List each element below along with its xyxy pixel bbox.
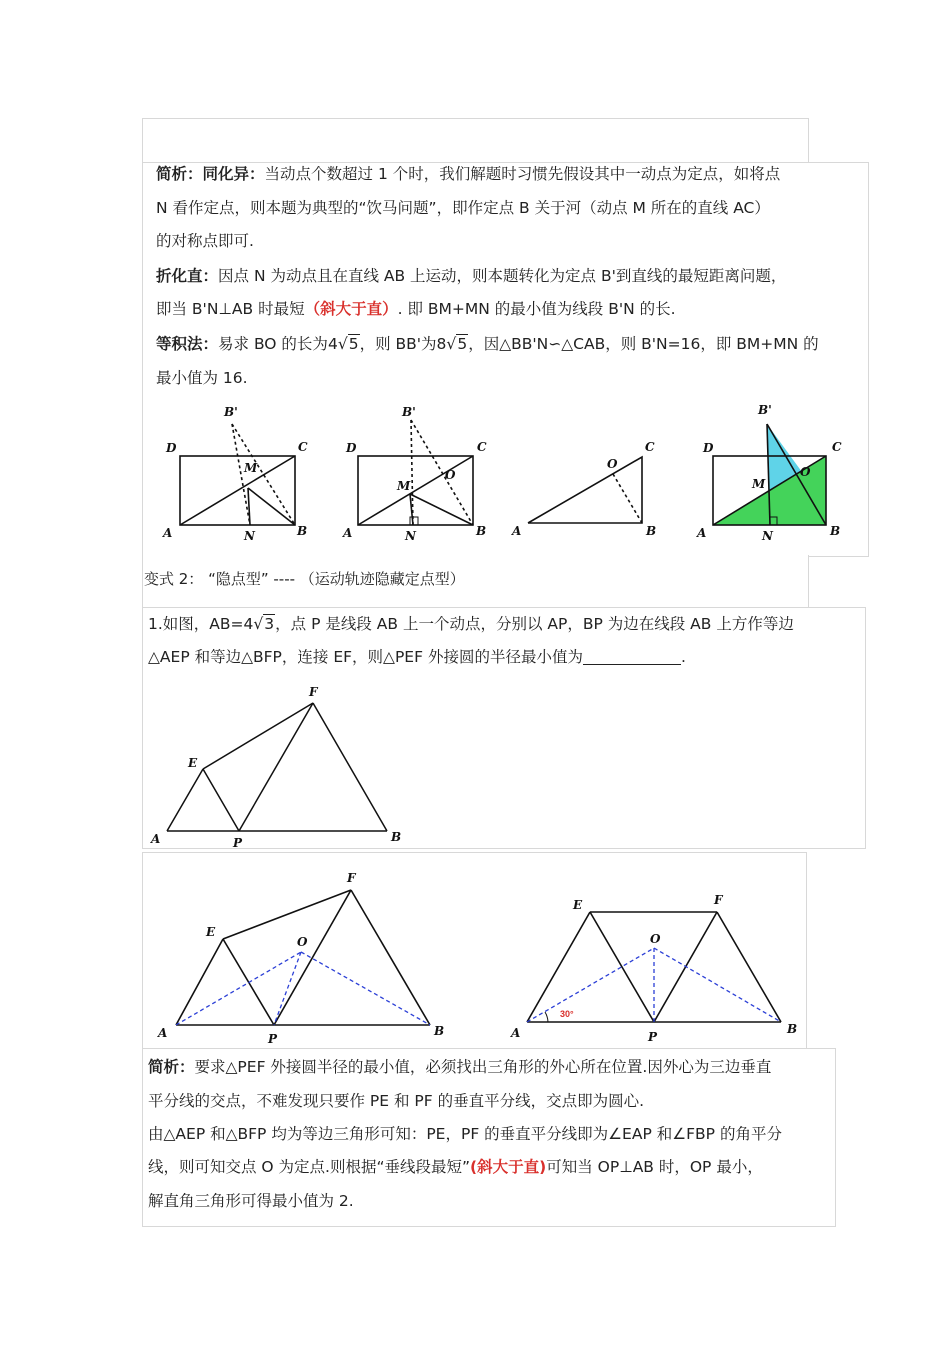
- svg-text:A: A: [158, 1026, 168, 1040]
- block1-line2: N 看作定点，则本题为典型的“饮马问题”，即作定点 B 关于河（动点 M 所在的直线 AC）: [156, 199, 770, 217]
- problem-figure: [142, 680, 442, 850]
- svg-text:P: P: [648, 1030, 658, 1044]
- svg-text:E: E: [206, 925, 216, 939]
- block1-line1: 简析：同化异：当动点个数超过 1 个时，我们解题时习惯先假设其中一动点为定点，如将点: [156, 165, 781, 183]
- label-D: D: [166, 441, 177, 455]
- svg-text:A: A: [151, 832, 161, 846]
- svg-text:M: M: [397, 479, 411, 493]
- heading-dengjifa: 等积法：: [156, 335, 219, 353]
- block2-line5: 解直角三角形可得最小值为 2.: [148, 1192, 354, 1210]
- sqrt-5-a: √5: [337, 335, 359, 353]
- svg-text:D: D: [703, 441, 714, 455]
- block2-line1: 简析：要求△PEF 外接圆半径的最小值，必须找出三角形的外心所在位置.因外心为三边垂直: [148, 1058, 772, 1076]
- svg-text:B: B: [646, 524, 657, 538]
- block1-line4: 折化直：因点 N 为动点且在直线 AB 上运动，则本题转化为定点 B'到直线的最短距离问题，: [156, 267, 787, 285]
- svg-text:B': B': [758, 403, 772, 417]
- svg-text:B': B': [402, 405, 416, 419]
- svg-text:M: M: [752, 477, 766, 491]
- angle-30-label: 30°: [560, 1009, 574, 1019]
- svg-text:B: B: [830, 524, 841, 538]
- svg-text:B: B: [476, 524, 487, 538]
- heading-tonghuayi: 简析：同化异：: [156, 165, 265, 183]
- block1-line3: 的对称点即可.: [156, 232, 254, 250]
- problem-line2: △AEP 和等边△BFP，连接 EF，则△PEF 外接圆的半径最小值为 .: [148, 641, 686, 674]
- svg-text:N: N: [762, 529, 773, 543]
- svg-text:C: C: [832, 440, 842, 454]
- answer-blank: [583, 644, 681, 665]
- svg-text:N: N: [405, 529, 416, 543]
- label-Bprime: B': [224, 405, 238, 419]
- block2-line2: 平分线的交点，不难发现只要作 PE 和 PF 的垂直平分线，交点即为圆心.: [148, 1092, 645, 1110]
- svg-text:C: C: [645, 440, 655, 454]
- problem-line1: 1.如图，AB=4√3，点 P 是线段 AB 上一个动点，分别以 AP，BP 为边在线段 AB 上方作等边: [148, 608, 794, 641]
- heading-zhehuazhi: 折化直：: [156, 267, 219, 285]
- highlight-xie-da-yu-zhi-2: (斜大于直): [470, 1158, 547, 1176]
- svg-text:F: F: [309, 685, 318, 699]
- sqrt-3: √3: [253, 615, 275, 633]
- svg-text:B: B: [434, 1024, 445, 1038]
- heading-jianxi: 简析：: [148, 1058, 195, 1076]
- block2-line4: 线，则可知交点 O 为定点.则根据“垂线段最短”(斜大于直)可知当 OP⊥AB 时，OP 最小，: [148, 1158, 763, 1176]
- svg-text:O: O: [297, 935, 308, 949]
- svg-text:A: A: [343, 526, 353, 540]
- svg-text:E: E: [188, 756, 198, 770]
- svg-text:A: A: [697, 526, 707, 540]
- solution-figures: [142, 853, 805, 1048]
- svg-text:D: D: [346, 441, 357, 455]
- label-C: C: [298, 440, 308, 454]
- svg-text:B: B: [787, 1022, 798, 1036]
- highlight-xie-da-yu-zhi: （斜大于直）: [304, 300, 398, 318]
- block2-line3: 由△AEP 和△BFP 均为等边三角形可知：PE，PF 的垂直平分线即为∠EAP 和∠FBP 的角平分: [148, 1125, 782, 1143]
- svg-text:A: A: [511, 1026, 521, 1040]
- svg-text:O: O: [607, 457, 618, 471]
- svg-text:F: F: [347, 871, 356, 885]
- label-N: N: [244, 529, 255, 543]
- label-A: A: [163, 526, 173, 540]
- svg-text:F: F: [714, 893, 723, 907]
- svg-text:C: C: [477, 440, 487, 454]
- svg-text:B: B: [391, 830, 402, 844]
- section-title: 变式 2： “隐点型” ---- （运动轨迹隐藏定点型）: [144, 570, 465, 588]
- svg-text:P: P: [268, 1032, 278, 1046]
- label-M: M: [244, 461, 258, 475]
- svg-text:O: O: [445, 468, 456, 482]
- svg-text:A: A: [512, 524, 522, 538]
- svg-text:O: O: [650, 932, 661, 946]
- svg-text:E: E: [573, 898, 583, 912]
- block1-line5: 即当 B'N⊥AB 时最短（斜大于直）. 即 BM+MN 的最小值为线段 B'N 的长.: [156, 300, 676, 318]
- block1-line7: 最小值为 16.: [156, 369, 248, 387]
- block1-line6: 等积法：易求 BO 的长为4√5，则 BB'为8√5，因△BB'N∽△CAB，则 B'N=16，即 BM+MN 的: [156, 328, 819, 361]
- label-B: B: [297, 524, 308, 538]
- geometry-figures-row-1: [142, 398, 867, 553]
- svg-text:P: P: [233, 836, 243, 850]
- svg-text:O: O: [800, 465, 811, 479]
- sqrt-5-b: √5: [446, 335, 468, 353]
